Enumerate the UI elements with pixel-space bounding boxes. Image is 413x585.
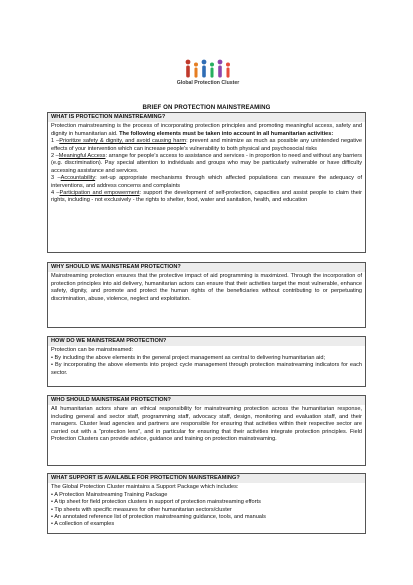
support-section <box>47 473 366 534</box>
what-item-num: 4 – <box>51 190 60 197</box>
what-intro <box>51 123 362 138</box>
logo-person-icon <box>225 62 231 78</box>
logo-figures-icon <box>171 58 245 78</box>
who-section-title: WHO SHOULD MAINSTREAM PROTECTION? <box>48 396 365 405</box>
what-item-2 <box>51 153 362 175</box>
support-item: • An annotated reference list of protection mainstreaming guidance, tools, and manuals <box>51 514 266 521</box>
who-section <box>47 395 366 466</box>
logo-person-icon <box>201 59 207 78</box>
page-title: BRIEF ON PROTECTION MAINSTREAMING <box>142 104 271 111</box>
what-item-text: : set-up appropriate mechanisms through which affected populations can measure the adequacy of interventions, and address concerns and complaints <box>51 175 362 189</box>
how-section <box>47 336 366 387</box>
support-item: • A tip sheet for field protection clusters in support of protection mainstreaming efforts <box>51 499 261 506</box>
what-item-num: 1 – <box>51 138 60 145</box>
support-item: • Tip sheets with specific measures for other humanitarian sectors/cluster <box>51 506 232 513</box>
what-item-3 <box>51 175 362 190</box>
why-text: Mainstreaming protection ensures that the protective impact of aid programming is maximized. Through the incorporation of protection principles into aid delivery, humanitarian actors can ensure that their activities target the most vulnerable, enhance safety, dignity, and promote and protect the human rights of the beneficiaries without contributing to or perpetuating discrimination, abuse, violence, neglect and exploitation. <box>51 273 362 302</box>
support-intro: The Global Protection Cluster maintains a Support Package which includes: <box>51 484 239 491</box>
why-section <box>47 262 366 328</box>
logo-text: Global Protection Cluster <box>176 80 240 86</box>
what-section-title: WHAT IS PROTECTION MAINSTREAMING? <box>48 113 365 122</box>
what-intro-text: Protection mainstreaming is the process of incorporating protection principles and promoting meaningful access, safety and dignity in humanitarian aid. <box>51 123 362 137</box>
global-protection-cluster-logo <box>171 58 245 86</box>
what-section <box>47 112 366 253</box>
logo-person-icon <box>193 62 199 78</box>
support-item: • A Protection Mainstreaming Training Package <box>51 491 168 498</box>
what-item-num: 3 – <box>51 175 61 182</box>
how-item-1: • By including the above elements in the general project management as central to delivering humanitarian aid; <box>51 354 326 361</box>
what-item-num: 2 – <box>51 153 59 160</box>
what-item-term: Accountability <box>60 175 96 182</box>
who-text: All humanitarian actors share an ethical responsibility for mainstreaming protection across the humanitarian response, including general and sector staff, programming staff, advocacy staff, design, monitoring and evaluation staff, and their managers. Cluster lead agencies and partners are responsible for ensuring that activities within their respective sector are carried out with a “protection lens”, and in particular for ensuring that their activities integrate protection principles. Field Protection Clusters can provide advice, guidance and training on protection mainstreaming. <box>51 406 362 443</box>
why-section-title: WHY SHOULD WE MAINSTREAM PROTECTION? <box>48 263 365 272</box>
support-section-title: WHAT SUPPORT IS AVAILABLE FOR PROTECTION MAINSTREAMING? <box>48 474 365 483</box>
how-section-title: HOW DO WE MAINSTREAM PROTECTION? <box>48 337 365 346</box>
what-item-text: : prevent and minimize as much as possible any unintended negative effects of your intervention which can increase people’s vulnerability to both physical and psychosocial risks <box>51 138 362 152</box>
what-item-1 <box>51 138 362 153</box>
what-item-text: : arrange for people’s access to assistance and services - in proportion to need and without any barriers (e.g. discrimination). Pay special attention to individuals and groups who may be particularly vulnerable or have difficulty accessing assistance and services. <box>51 153 363 174</box>
what-item-term: Meaningful Access <box>58 153 106 160</box>
what-item-text: : support the development of self-protection, capacities and assist people to claim their rights, including - not exclusively - the rights to shelter, food, water and sanitation, health, and education <box>51 190 362 204</box>
how-intro: Protection can be mainstreamed: <box>51 347 134 354</box>
what-intro-bold: The following elements must be taken into account in all humanitarian activities: <box>119 130 334 137</box>
logo-person-icon <box>217 59 223 78</box>
how-item-2: • By incorporating the above elements into project cycle management through protection mainstreaming indicators for each sector. <box>51 362 362 376</box>
support-item: • A collection of examples <box>51 521 115 528</box>
what-item-4 <box>51 190 362 205</box>
what-item-term: Prioritize safety & dignity, and avoid causing harm <box>59 138 187 145</box>
logo-person-icon <box>209 62 215 78</box>
what-item-term: Participation and empowerment <box>59 190 140 197</box>
logo-person-icon <box>185 59 191 78</box>
